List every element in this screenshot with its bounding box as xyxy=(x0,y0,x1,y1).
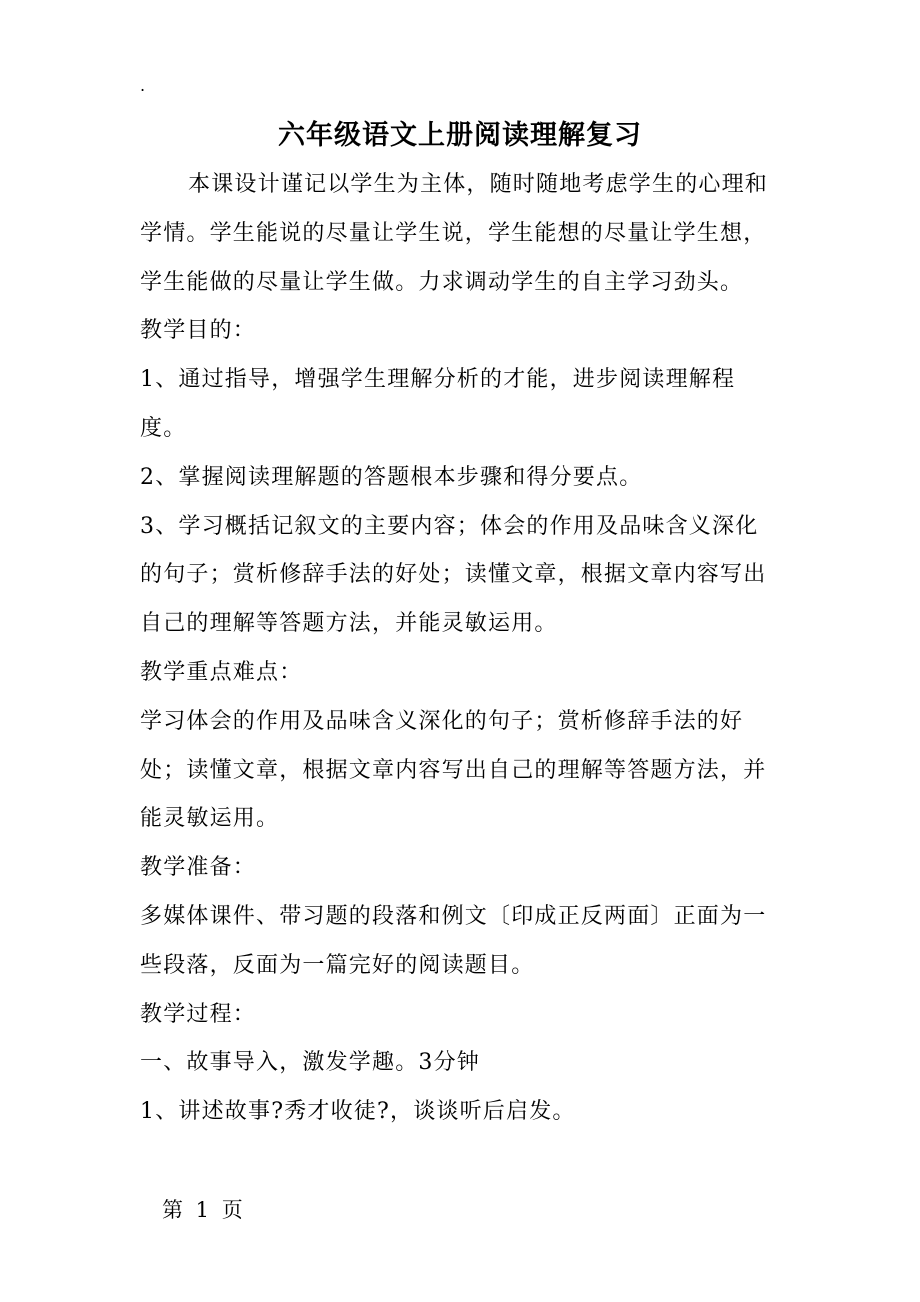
section-heading-objectives: 教学目的： xyxy=(140,318,257,344)
document-body xyxy=(140,161,780,1137)
section-heading-process: 教学过程： xyxy=(140,1001,257,1027)
key-points-paragraph: 学习体会的作用及品味含义深化的句子；赏析修辞手法的好处；读懂文章，根据文章内容写出自己的理解等答题方法，并能灵敏运用。 xyxy=(140,708,767,832)
process-step-1: 一、故事导入，激发学趣。3分钟 xyxy=(140,1050,480,1076)
section-heading-preparation: 教学准备： xyxy=(140,855,257,881)
intro-paragraph: 本课设计谨记以学生为主体，随时随地考虑学生的心理和学情。学生能说的尽量让学生说，学生能想的尽量让学生想，学生能做的尽量让学生做。力求调动学生的自主学习劲头。 xyxy=(140,172,769,295)
header-mark: . xyxy=(140,76,146,95)
page-number: 第 1 页 xyxy=(162,1198,246,1222)
objective-item-3: 3、学习概括记叙文的主要内容；体会的作用及品味含义深化的句子；赏析修辞手法的好处；读懂文章，根据文章内容写出自己的理解等答题方法，并能灵敏运用。 xyxy=(140,513,767,637)
preparation-paragraph: 多媒体课件、带习题的段落和例文〔印成正反两面〕正面为一些段落，反面为一篇完好的阅读题目。 xyxy=(140,903,767,978)
section-heading-key-points: 教学重点难点： xyxy=(140,659,303,685)
process-substep-1: 1、讲述故事?秀才收徒?，谈谈听后启发。 xyxy=(140,1099,576,1125)
document-title: 六年级语文上册阅读理解复习 xyxy=(278,120,642,151)
objective-item-2: 2、掌握阅读理解题的答题根本步骤和得分要点。 xyxy=(140,464,643,490)
objective-item-1: 1、通过指导，增强学生理解分析的才能，进步阅读理解程度。 xyxy=(140,367,736,441)
